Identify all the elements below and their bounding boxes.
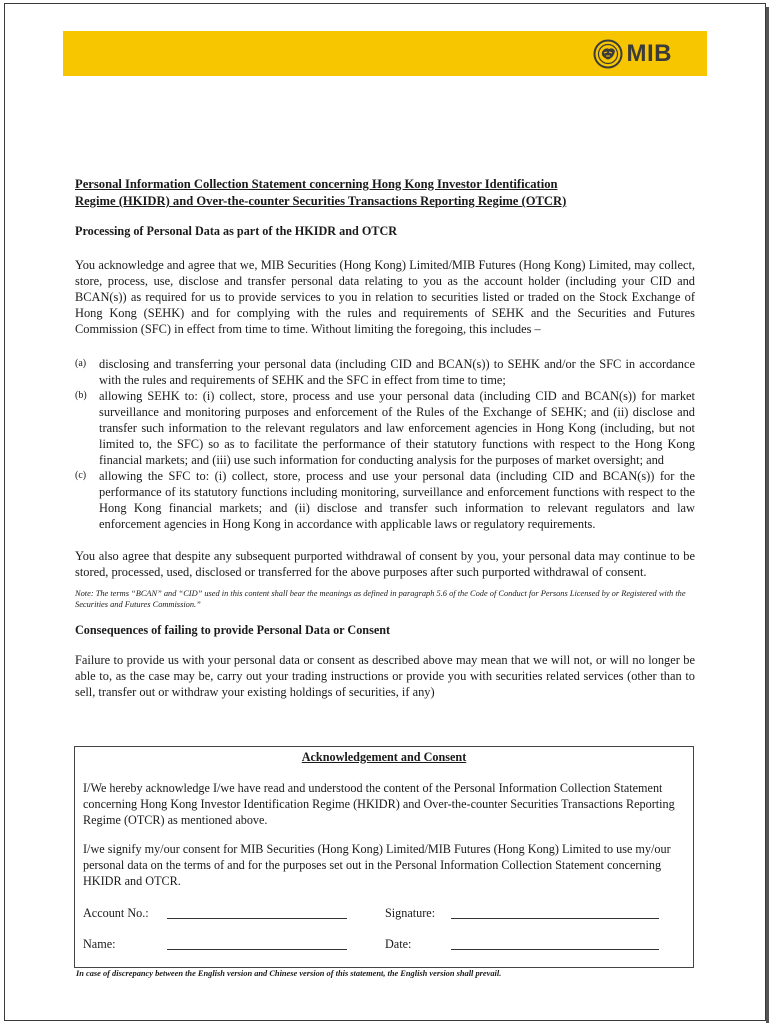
list-item-text: allowing SEHK to: (i) collect, store, process and use your personal data (including CID and BCAN(s)) for market surveillance and monitoring purposes and enforcement of the Rules of the Exchange of SEHK; and (ii) disclose and transfer such information to the relevant regulators and law enforcement agencies in Hong Kong (including, but not limited to, the SFC) so as to facilitate the performance of their statutory functions with respect to the Hong Kong financial markets; and (iii) use such information for conducting analysis for the purposes of market oversight; and	[99, 389, 695, 467]
list-marker: (a)	[75, 358, 87, 369]
withdrawal-paragraph: You also agree that despite any subsequent purported withdrawal of consent by you, your personal data may continue to be stored, processed, used, disclosed or transferred for the above purposes after such purported withdrawal of consent.	[75, 549, 695, 579]
section-heading-processing: Processing of Personal Data as part of the HKIDR and OTCR	[75, 224, 398, 238]
list-marker: (b)	[75, 390, 87, 401]
acknowledgement-box	[74, 746, 694, 968]
discrepancy-note: In case of discrepancy between the English version and Chinese version of this statement, the English version shall prevail.	[76, 969, 502, 978]
consequences-paragraph: Failure to provide us with your personal data or consent as described above may mean that we will not, or will no longer be able to, as the case may be, carry out your trading instructions or provide you with securities related services (other than to sell, transfer out or withdraw your existing holdings of securities, if any)	[75, 653, 695, 699]
consent-paragraph: I/we signify my/our consent for MIB Securities (Hong Kong) Limited/MIB Futures (Hong Kong) Limited to use my/our personal data on the terms of and for the purposes set out in the Personal Information Collection Statement concerning HKIDR and OTCR.	[83, 842, 671, 888]
statement-body	[75, 176, 695, 700]
mib-logo	[593, 38, 673, 70]
account-number-field[interactable]	[167, 918, 347, 919]
section-heading-consequences: Consequences of failing to provide Personal Data or Consent	[75, 623, 391, 637]
acknowledgement-paragraph: I/We hereby acknowledge I/we have read and understood the content of the Personal Information Collection Statement concerning Hong Kong Investor Identification Regime (HKIDR) and Over-the-counter Securities Transactions Reporting Regime (OTCR) as mentioned above.	[83, 781, 675, 827]
signature-field[interactable]	[451, 918, 659, 919]
list-item	[75, 356, 695, 388]
page-title	[75, 176, 635, 210]
acknowledgement-title: Acknowledgement and Consent	[301, 750, 467, 764]
name-label: Name:	[83, 937, 116, 951]
tiger-emblem-icon	[593, 39, 623, 69]
title-line-1: Personal Information Collection Statement concerning Hong Kong Investor Identification	[75, 177, 558, 191]
date-field[interactable]	[451, 949, 659, 950]
list-item	[75, 468, 695, 532]
list-marker: (c)	[75, 470, 87, 481]
terms-note: Note: The terms “BCAN” and “CID” used in this content shall bear the meanings as defined in paragraph 5.6 of the Code of Conduct for Persons Licensed by or Registered with the Securities and Futures Commission.”	[75, 589, 686, 609]
purpose-list	[75, 356, 695, 532]
date-label: Date:	[385, 937, 412, 951]
account-number-label: Account No.:	[83, 906, 149, 920]
list-item-text: allowing the SFC to: (i) collect, store, process and use your personal data (including CID and BCAN(s)) for the performance of its statutory functions including monitoring, surveillance and enforcement functions with respect to the Hong Kong financial markets; and (ii) disclose and transfer such information to relevant regulators and law enforcement agencies in Hong Kong in accordance with applicable laws or regulatory requirements.	[99, 469, 695, 531]
intro-paragraph: You acknowledge and agree that we, MIB Securities (Hong Kong) Limited/MIB Futures (Hong Kong) Limited, may collect, store, process, use, disclose and transfer personal data relating to you as the account holder (including your CID and BCAN(s)) as required for us to provide services to you in relation to securities listed or traded on the Stock Exchange of Hong Kong (SEHK) and for complying with the rules and requirements of SEHK and the Securities and Futures Commission (SFC) in effect from time to time. Without limiting the foregoing, this includes –	[75, 258, 695, 336]
list-item	[75, 388, 695, 468]
name-field[interactable]	[167, 949, 347, 950]
logo-text: MIB	[626, 40, 672, 67]
list-item-text: disclosing and transferring your personal data (including CID and BCAN(s)) to SEHK and/or the SFC in accordance with the rules and requirements of SEHK and the SFC in effect from time to time;	[99, 357, 695, 387]
title-line-2: Regime (HKIDR) and Over-the-counter Securities Transactions Reporting Regime (OTCR)	[75, 194, 567, 208]
signature-label: Signature:	[385, 906, 436, 920]
